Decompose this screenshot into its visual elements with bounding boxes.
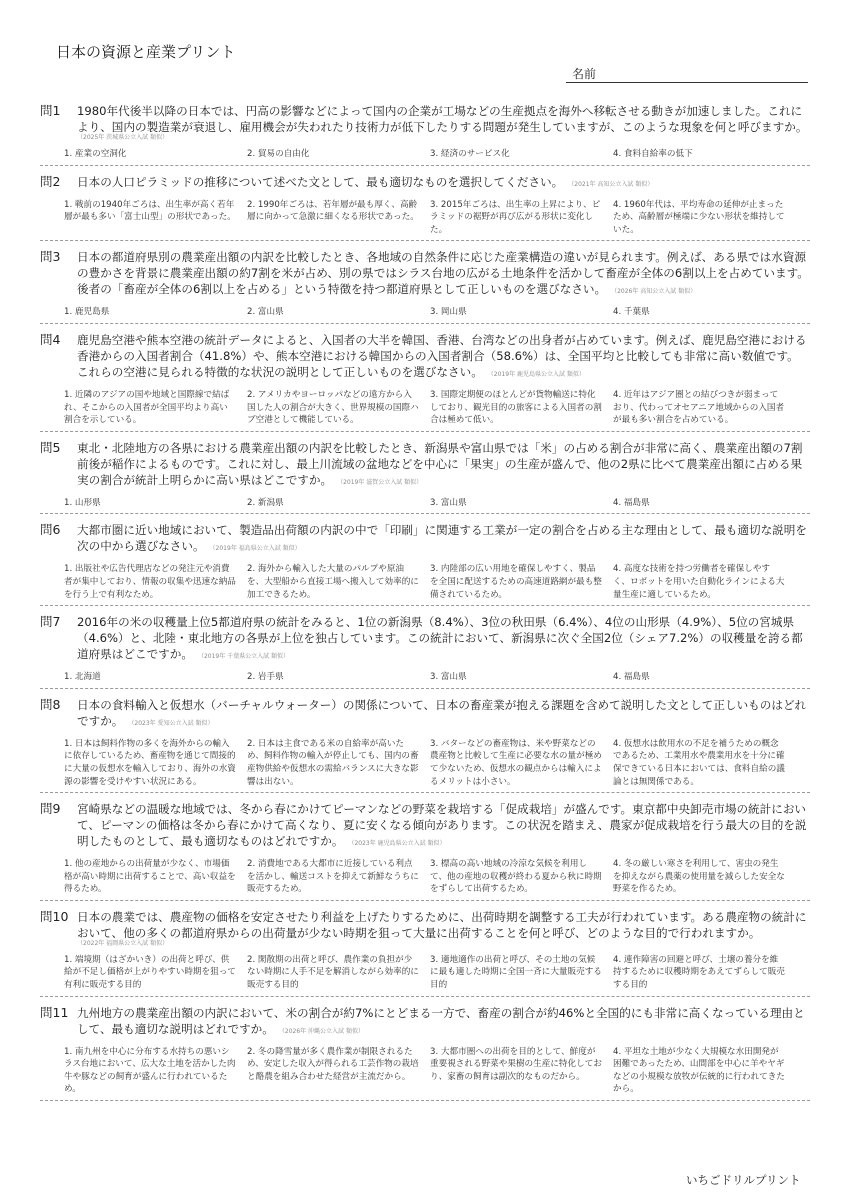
choice-list [40,671,810,684]
choice-option[interactable]: 4. 高度な技術を持つ労働者を確保しやすく、ロボットを用いた自動化ラインによる大量生産に適しているため。 [613,564,785,600]
question-source: （2021年 高知公立入試 類似） [571,180,654,188]
question-number: 問1 [40,103,61,118]
question-text-wrap [77,697,810,732]
question-block [40,522,810,606]
question-text: 東北・北陸地方の各県における農業産出額の内訳を比較したとき、新潟県や富山県では「米」の占める割合が非常に高く、農業産出額の7割前後が稲作によるものです。これに対し、最上川流域の盆地などを中心に「果実」の生産が盛んで、他の2県に比べて農業産出額に占める果実の割合が統計上明らかに高い県はどこですか。 [77,440,803,487]
question-source: （2023年 鹿児島県公立入試 類似） [351,840,446,848]
choice-option[interactable]: 1. 産業の空洞化 [64,149,127,159]
question-text: 日本の農業では、農産物の価格を安定させたり利益を上げたりするために、出荷時期を調整する工夫が行われています。ある農産物の統計において、他の多くの都道府県からの出荷量が少ない時期を狙って大量に出荷することを何と呼び、どのような目的で行われますか。 [77,909,807,940]
question-text: 鹿児島空港や熊本空港の統計データによると、入国者の大半を韓国、香港、台湾などの出身者が占めています。例えば、鹿児島空港における香港からの入国者割合（41.8%）や、熊本空港における韓国からの入国者割合（58.6%）は、全国平均と比較しても非常に高い数値です。これらの空港に見られる特徴的な状況の説明として正しいものを選びなさい。 [77,332,807,379]
choice-option[interactable]: 4. 食料自給率の低下 [613,149,693,159]
choice-option[interactable]: 2. 新潟県 [247,497,284,508]
choice-list [40,497,810,510]
question-number: 問4 [40,331,61,347]
question-block [40,440,810,515]
question-text-wrap [77,522,810,557]
choice-list [40,563,810,601]
question-source: （2025年 茨城県公立入試 類似） [77,134,169,141]
choice-option[interactable]: 4. 福島県 [613,672,650,683]
question-source: （2022年 福岡県公立入試 類似） [77,939,169,947]
choice-option[interactable]: 1. 端境期（はざかいき）の出荷と呼び、供給が不足し価格が上がりやすい時期を狙って有利に販売する目的 [64,954,236,991]
choice-list [40,1046,810,1096]
choice-option[interactable]: 3. 2015年ごろは、出生率の上昇により、ピラミッドの裾野が再び広がる形状に変化した。 [430,199,601,235]
question-header [40,103,810,142]
name-label: 名前 [572,67,597,81]
question-text-wrap [77,249,810,300]
question-source: （2023年 愛知公立入試 類似） [131,719,214,727]
choice-option[interactable]: 3. 富山県 [430,497,467,508]
choice-option[interactable]: 3. 標高の高い地域の冷涼な気候を利用して、他の産地の収穫が終わる夏から秋に時期をずらして出荷するため。 [430,859,602,895]
question-block [40,103,810,166]
question-text-wrap [77,332,810,383]
choice-list [40,389,810,427]
question-header [40,614,810,665]
choice-option[interactable]: 3. 大都市圏への出荷を目的として、鮮度が重要視される野菜や果樹の生産に特化しており、家畜の飼育は副次的なものだから。 [430,1046,602,1082]
choice-option[interactable]: 2. 冬の降雪量が多く農作業が制限されるため、安定した収入が得られる工芸作物の栽培と酪農を組み合わせた経営が主流だから。 [247,1046,419,1082]
choice-option[interactable]: 4. 連作障害の回避と呼び、土壌の養分を維持するために収穫時期をあえてずらして販売する目的 [613,954,785,991]
choice-option[interactable]: 1. 近隣のアジアの国や地域と国際線で結ばれ、そこからの入国者が全国平均より高い割合を示している。 [64,389,230,426]
choice-option[interactable]: 2. 富山県 [247,307,284,318]
choice-option[interactable]: 1. 出版社や広告代理店などの発注元や消費者が集中しており、情報の収集や迅速な納品を行う上で有利なため。 [64,564,236,600]
choice-option[interactable]: 2. 日本は主食である米の自給率が高いため、飼料作物の輸入が停止しても、国内の畜産物供給や仮想水の需給バランスに大きな影響は出ない。 [247,738,419,787]
question-text-wrap [77,103,810,142]
choice-list [40,858,810,896]
choice-list [40,199,810,237]
choice-list [40,954,810,992]
choice-option[interactable]: 1. 北海道 [64,672,101,683]
choice-option[interactable]: 3. 国際定期便のほとんどが貨物輸送に特化しており、観光目的の旅客による入国者の割合は極めて低い。 [430,389,602,426]
choice-option[interactable]: 2. 海外から輸入した大量のパルプや原油を、大型船から直接工場へ搬入して効率的に加工できるため。 [247,564,419,600]
choice-option[interactable]: 1. 他の産地からの出荷量が少なく、市場価格が高い時期に出荷することで、高い収益を得るため。 [64,859,236,895]
question-text-wrap [77,174,810,193]
question-text: 1980年代後半以降の日本では、円高の影響などによって国内の企業が工場などの生産拠点を海外へ移転させる動きが加速しました。これにより、国内の製造業が衰退し、雇用機会が失われたり技術力が低下したりする問題が発生していますが、このような現象を何と呼びますか。 [77,104,808,134]
choice-option[interactable]: 3. 適地適作の出荷と呼び、その土地の気候に最も適した時期に全国一斉に大量販売する目的 [430,954,602,991]
question-header [40,440,810,491]
choice-option[interactable]: 2. 消費地である大都市に近接している利点を活かし、輸送コストを抑えて新鮮なうちに販売するため。 [247,859,419,895]
choice-option[interactable]: 1. 戦前の1940年ごろは、出生率が高く若年層が最も多い「富士山型」の形状であった。 [64,199,236,223]
question-block [40,697,810,793]
choice-option[interactable]: 4. 平坦な土地が少なく大規模な水田開発が困難であったため、山間部を中心に羊やヤギなどの小規模な放牧が伝統的に行われてきたから。 [613,1046,785,1095]
question-text-wrap [77,614,810,665]
question-header [40,249,810,300]
question-text: 日本の都道府県別の農業産出額の内訳を比較したとき、各地域の自然条件に応じた産業構造の違いが見られます。例えば、ある県では水資源の豊かさを背景に農業産出額の約7割を米が占め、別の県ではシラス台地の広がる土地条件を活かして畜産が全体の6割以上を占めています。後者の「畜産が全体の6割以上を占める」という特徴を持つ都道府県として正しいものを選びなさい。 [77,250,809,297]
question-number: 問5 [40,439,61,455]
choice-option[interactable]: 2. 閑散期の出荷と呼び、農作業の負担が少ない時期に人手不足を解消しながら効率的に販売する目的 [247,954,419,991]
question-text-wrap [77,440,810,491]
question-number: 問7 [40,614,61,630]
question-block [40,801,810,901]
question-number: 問6 [40,522,61,538]
choice-option[interactable]: 4. 福島県 [613,497,650,508]
choice-option[interactable]: 3. 富山県 [430,672,467,683]
question-number: 問8 [40,696,61,712]
choice-option[interactable]: 4. 千葉県 [613,307,650,318]
question-block [40,174,810,242]
page-title: 日本の資源と産業プリント [56,43,236,61]
choice-option[interactable]: 3. 内陸部の広い用地を確保しやすく、製品を全国に配送するための高速道路網が最も整備されているため。 [430,564,602,600]
question-text: 大都市圏に近い地域において、製造品出荷額の内訳の中で「印刷」に関連する工業が一定の割合を占める主な理由として、最も適切な説明を次の中から選びなさい。 [77,523,807,554]
question-header [40,174,810,193]
choice-list [40,306,810,319]
question-number: 問10 [40,908,69,924]
question-number: 問9 [40,801,61,817]
question-number: 問2 [40,173,61,189]
choice-option[interactable]: 1. 南九州を中心に分布する水持ちの悪いシラス台地において、広大な土地を活かした肉牛や豚などの飼育が盛んに行われているため。 [64,1046,236,1095]
question-source: （2019年 滋賀公立入試 類似） [340,478,423,486]
question-text-wrap [77,801,810,852]
question-header [40,909,810,948]
question-header [40,801,810,852]
question-text: 日本の人口ピラミッドの推移について述べた文として、最も適切なものを選択してください。 [77,174,564,189]
choice-option[interactable]: 1. 鹿児島県 [64,307,110,318]
choice-option[interactable]: 1. 山形県 [64,497,101,508]
question-text: 日本の食料輸入と仮想水（バーチャルウォーター）の関係について、日本の畜産業が抱える課題を含めて説明した文として正しいものはどれですか。 [77,697,807,728]
question-header [40,522,810,557]
question-block [40,332,810,432]
choice-option[interactable]: 4. 近年はアジア圏との結びつきが弱まっており、代わってオセアニア地域からの入国者が最も多い割合を占めている。 [613,389,785,426]
choice-option[interactable]: 1. 日本は飼料作物の多くを海外からの輸入に依存しているため、畜産物を通じて間接的に大量の仮想水を輸入しており、海外の水資源の影響を受けやすい状況にある。 [64,738,236,787]
choice-option[interactable]: 4. 冬の厳しい寒さを利用して、害虫の発生を抑えながら農薬の使用量を減らした安全な野菜を作るため。 [613,859,785,895]
question-header [40,332,810,383]
choice-option[interactable]: 3. 経済のサービス化 [430,149,510,159]
question-source: （2019年 鹿児島県公立入試 類似） [490,370,585,378]
question-text: 2016年の米の収穫量上位5都道府県の統計をみると、1位の新潟県（8.4%）、3位の秋田県（6.4%）、4位の山形県（4.9%）、5位の宮城県（4.6%）と、北陸・東北地方の各県が上位を独占しています。この統計において、新潟県に次ぐ全国2位（シェア7.2%）の収穫量を誇る都道府県はどこですか。 [77,615,803,662]
choice-option[interactable]: 4. 仮想水は飲用水の不足を補うための概念であるため、工業用水や農業用水を十分に確保できている日本においては、食料自給の議論とは無関係である。 [613,738,785,787]
question-block [40,614,810,689]
question-text: 宮崎県などの温暖な地域では、冬から春にかけてピーマンなどの野菜を栽培する「促成栽培」が盛んです。東京都中央卸売市場の統計において、ピーマンの価格は冬から春にかけて高くなり、夏に安くなる傾向があります。この状況を踏まえ、農家が促成栽培を行う最大の目的を説明したものとして、最も適切なものはどれですか。 [77,802,807,849]
choice-list [40,148,810,161]
footer-brand: いちごドリルプリント [686,1173,801,1187]
question-block [40,1005,810,1101]
choice-option[interactable]: 2. アメリカやヨーロッパなどの遠方から入国した人の割合が大きく、世界規模の国際ハブ空港として機能している。 [247,389,419,426]
choice-option[interactable]: 2. 岩手県 [247,672,284,683]
question-number: 問11 [40,1004,69,1020]
choice-list [40,738,810,788]
choice-option[interactable]: 3. 岡山県 [430,307,467,318]
question-text: 九州地方の農業産出額の内訳において、米の割合が約7%にとどまる一方で、畜産の割合が約46%と全国的にも非常に高くなっている理由として、最も適切な説明はどれですか。 [77,1005,805,1036]
question-source: （2026年 沖縄公立入試 類似） [281,1027,364,1035]
choice-option[interactable]: 4. 1960年代は、平均寿命の延伸が止まったため、高齢層が極端に少ない形状を維持していた。 [613,199,785,235]
question-list [40,103,810,1109]
question-source: （2019年 福島県公立入試 類似） [212,545,301,553]
question-header [40,1005,810,1040]
question-block [40,249,810,324]
question-header [40,697,810,732]
choice-option[interactable]: 3. バターなどの畜産物は、米や野菜などの農産物と比較して生産に必要な水の量が極めて少ないため、仮想水の観点からは輸入によるメリットは小さい。 [430,738,602,787]
question-block [40,909,810,997]
name-line [566,82,808,83]
question-text-wrap [77,909,810,948]
choice-option[interactable]: 2. 1990年ごろは、若年層が最も厚く、高齢層に向かって急激に細くなる形状であった。 [247,199,419,223]
question-source: （2026年 高知公立入試 類似） [614,288,697,296]
choice-option[interactable]: 2. 貿易の自由化 [247,149,310,159]
question-source: （2019年 千葉県公立入試 類似） [200,653,290,661]
question-number: 問3 [40,249,61,265]
question-text-wrap [77,1005,810,1040]
